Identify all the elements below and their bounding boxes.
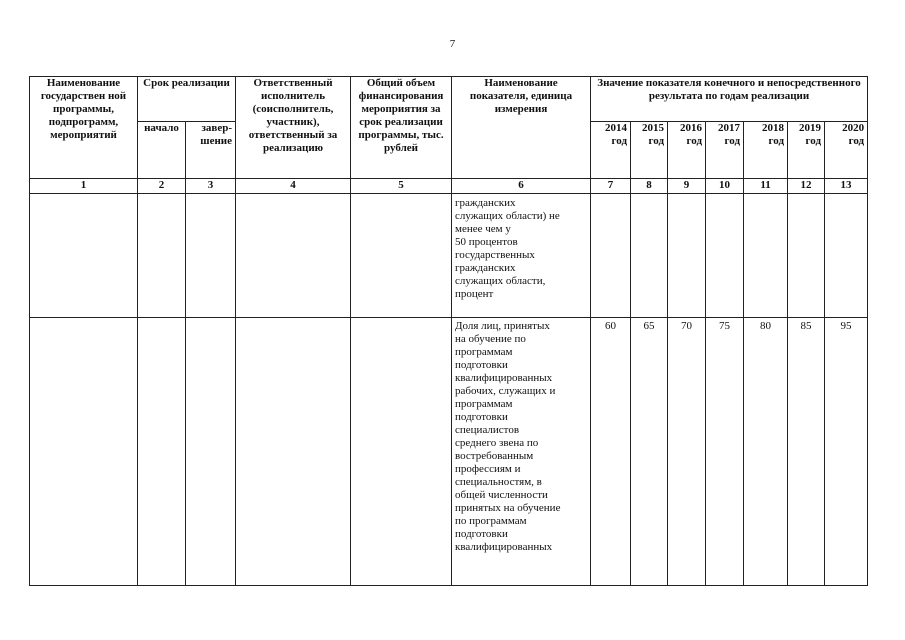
table-row bbox=[30, 318, 868, 586]
header-values: Значение показателя конечного и непосредственного результата по годам реализации bbox=[591, 77, 868, 122]
header-year: 2018 год bbox=[744, 122, 788, 179]
value-cell bbox=[744, 194, 788, 318]
end-cell bbox=[186, 318, 236, 586]
indicators-table bbox=[29, 76, 868, 586]
start-cell bbox=[138, 318, 186, 586]
column-number: 2 bbox=[138, 179, 186, 194]
responsible-cell bbox=[236, 194, 351, 318]
header-year: 2017 год bbox=[706, 122, 744, 179]
header-financing: Общий объем финансирования мероприятия за срок реализации программы, тыс. рублей bbox=[351, 77, 452, 179]
column-number: 11 bbox=[744, 179, 788, 194]
value-cell: 75 bbox=[706, 318, 744, 586]
program-cell bbox=[30, 194, 138, 318]
header-end: завер-шение bbox=[186, 122, 236, 179]
program-cell bbox=[30, 318, 138, 586]
value-cell: 95 bbox=[825, 318, 868, 586]
header-year: 2016 год bbox=[668, 122, 706, 179]
header-year: 2015 год bbox=[631, 122, 668, 179]
financing-cell bbox=[351, 194, 452, 318]
column-number: 7 bbox=[591, 179, 631, 194]
header-responsible: Ответственный исполнитель (соисполнитель, участник), ответственный за реализацию bbox=[236, 77, 351, 179]
value-cell bbox=[788, 194, 825, 318]
indicator-text: гражданских служащих области) не менее чем у 50 процентов государственных гражданских служащих области, процент bbox=[455, 197, 560, 300]
column-number: 13 bbox=[825, 179, 868, 194]
header-year: 2019 год bbox=[788, 122, 825, 179]
column-number: 1 bbox=[30, 179, 138, 194]
value-cell: 70 bbox=[668, 318, 706, 586]
header-start: начало bbox=[138, 122, 186, 179]
page-number: 7 bbox=[449, 38, 456, 50]
column-number: 3 bbox=[186, 179, 236, 194]
value-cell: 85 bbox=[788, 318, 825, 586]
column-number: 9 bbox=[668, 179, 706, 194]
start-cell bbox=[138, 194, 186, 318]
header-year: 2020 год bbox=[825, 122, 868, 179]
table-row bbox=[30, 194, 868, 318]
header-year: 2014 год bbox=[591, 122, 631, 179]
column-number: 10 bbox=[706, 179, 744, 194]
column-number: 6 bbox=[452, 179, 591, 194]
header-indicator: Наименование показателя, единица измерения bbox=[452, 77, 591, 179]
value-cell bbox=[591, 194, 631, 318]
responsible-cell bbox=[236, 318, 351, 586]
header-program-name: Наименование государствен ной программы, подпрограмм, мероприятий bbox=[30, 77, 138, 179]
column-number: 5 bbox=[351, 179, 452, 194]
value-cell: 60 bbox=[591, 318, 631, 586]
column-number: 4 bbox=[236, 179, 351, 194]
financing-cell bbox=[351, 318, 452, 586]
value-cell bbox=[706, 194, 744, 318]
column-number: 8 bbox=[631, 179, 668, 194]
value-cell: 80 bbox=[744, 318, 788, 586]
end-cell bbox=[186, 194, 236, 318]
column-number: 12 bbox=[788, 179, 825, 194]
value-cell: 65 bbox=[631, 318, 668, 586]
indicator-text: Доля лиц, принятых на обучение по программам подготовки квалифицированных рабочих, служащих и программам подготовки специалистов среднего звена по востребованным профессиям и специальностям, в общей численности принятых на обучение по программам подготовки квалифицированных bbox=[455, 320, 561, 553]
value-cell bbox=[631, 194, 668, 318]
header-period: Срок реализации bbox=[138, 77, 236, 122]
value-cell bbox=[668, 194, 706, 318]
value-cell bbox=[825, 194, 868, 318]
